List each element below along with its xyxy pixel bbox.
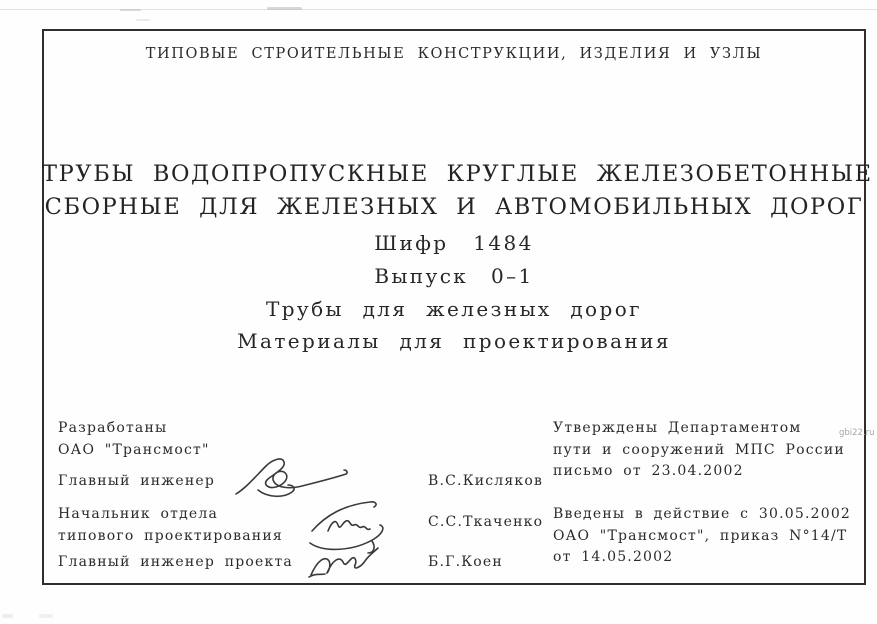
approval-line: письмо от 23.04.2002 xyxy=(553,463,744,479)
scan-artifact xyxy=(120,9,141,11)
signature-koen xyxy=(307,545,387,579)
developed-org: ОАО "Трансмост" xyxy=(58,441,210,458)
developed-by-block xyxy=(58,418,210,461)
signature-kislyakov xyxy=(232,454,350,501)
approval-block xyxy=(553,418,845,483)
enactment-line: ОАО "Трансмост", приказ N°14/Т xyxy=(553,527,848,544)
enactment-block xyxy=(553,504,851,569)
signatory-name-koen: Б.Г.Коен xyxy=(428,554,503,570)
signatory-role-line: типового проектирования xyxy=(58,527,283,544)
signatory-name-kislyakov: В.С.Кисляков xyxy=(428,473,544,489)
developed-label: Разработаны xyxy=(58,420,168,436)
document-title-line-1: ТРУБЫ ВОДОПРОПУСКНЫЕ КРУГЛЫЕ ЖЕЛЕЗОБЕТОННЫЕ xyxy=(42,161,873,187)
enactment-line: от 14.05.2002 xyxy=(553,549,674,565)
document-title-line-2: СБОРНЫЕ ДЛЯ ЖЕЛЕЗНЫХ И АВТОМОБИЛЬНЫХ ДОРОГ xyxy=(44,194,864,220)
approval-line: Утверждены Департаментом xyxy=(553,420,802,436)
signatory-name-tkachenko: С.С.Ткаченко xyxy=(428,514,544,530)
scan-artifact xyxy=(2,614,13,618)
signatory-role-department-head xyxy=(58,504,283,547)
subtitle-line-1: Трубы для железных дорог xyxy=(265,297,643,321)
enactment-line: Введены в действие с 30.05.2002 xyxy=(553,506,852,522)
signatory-role-line: Начальник отдела xyxy=(58,506,219,522)
site-watermark: gbi22.ru xyxy=(839,428,875,438)
subtitle-line-2: Материалы для проектирования xyxy=(237,329,671,353)
signatory-role-chief-project-engineer: Главный инженер проекта xyxy=(58,554,293,570)
signatory-role-chief-engineer: Главный инженер xyxy=(58,473,216,489)
series-header: ТИПОВЫЕ СТРОИТЕЛЬНЫЕ КОНСТРУКЦИИ, ИЗДЕЛИЯ И УЗЛЫ xyxy=(145,46,763,62)
scan-artifact xyxy=(136,19,150,21)
scan-artifact xyxy=(267,7,302,10)
cipher-line: Шифр 1484 xyxy=(374,231,534,255)
approval-line: пути и сооружений МПС России xyxy=(553,441,845,458)
issue-line: Выпуск 0–1 xyxy=(374,264,534,288)
scan-artifact xyxy=(39,614,53,618)
